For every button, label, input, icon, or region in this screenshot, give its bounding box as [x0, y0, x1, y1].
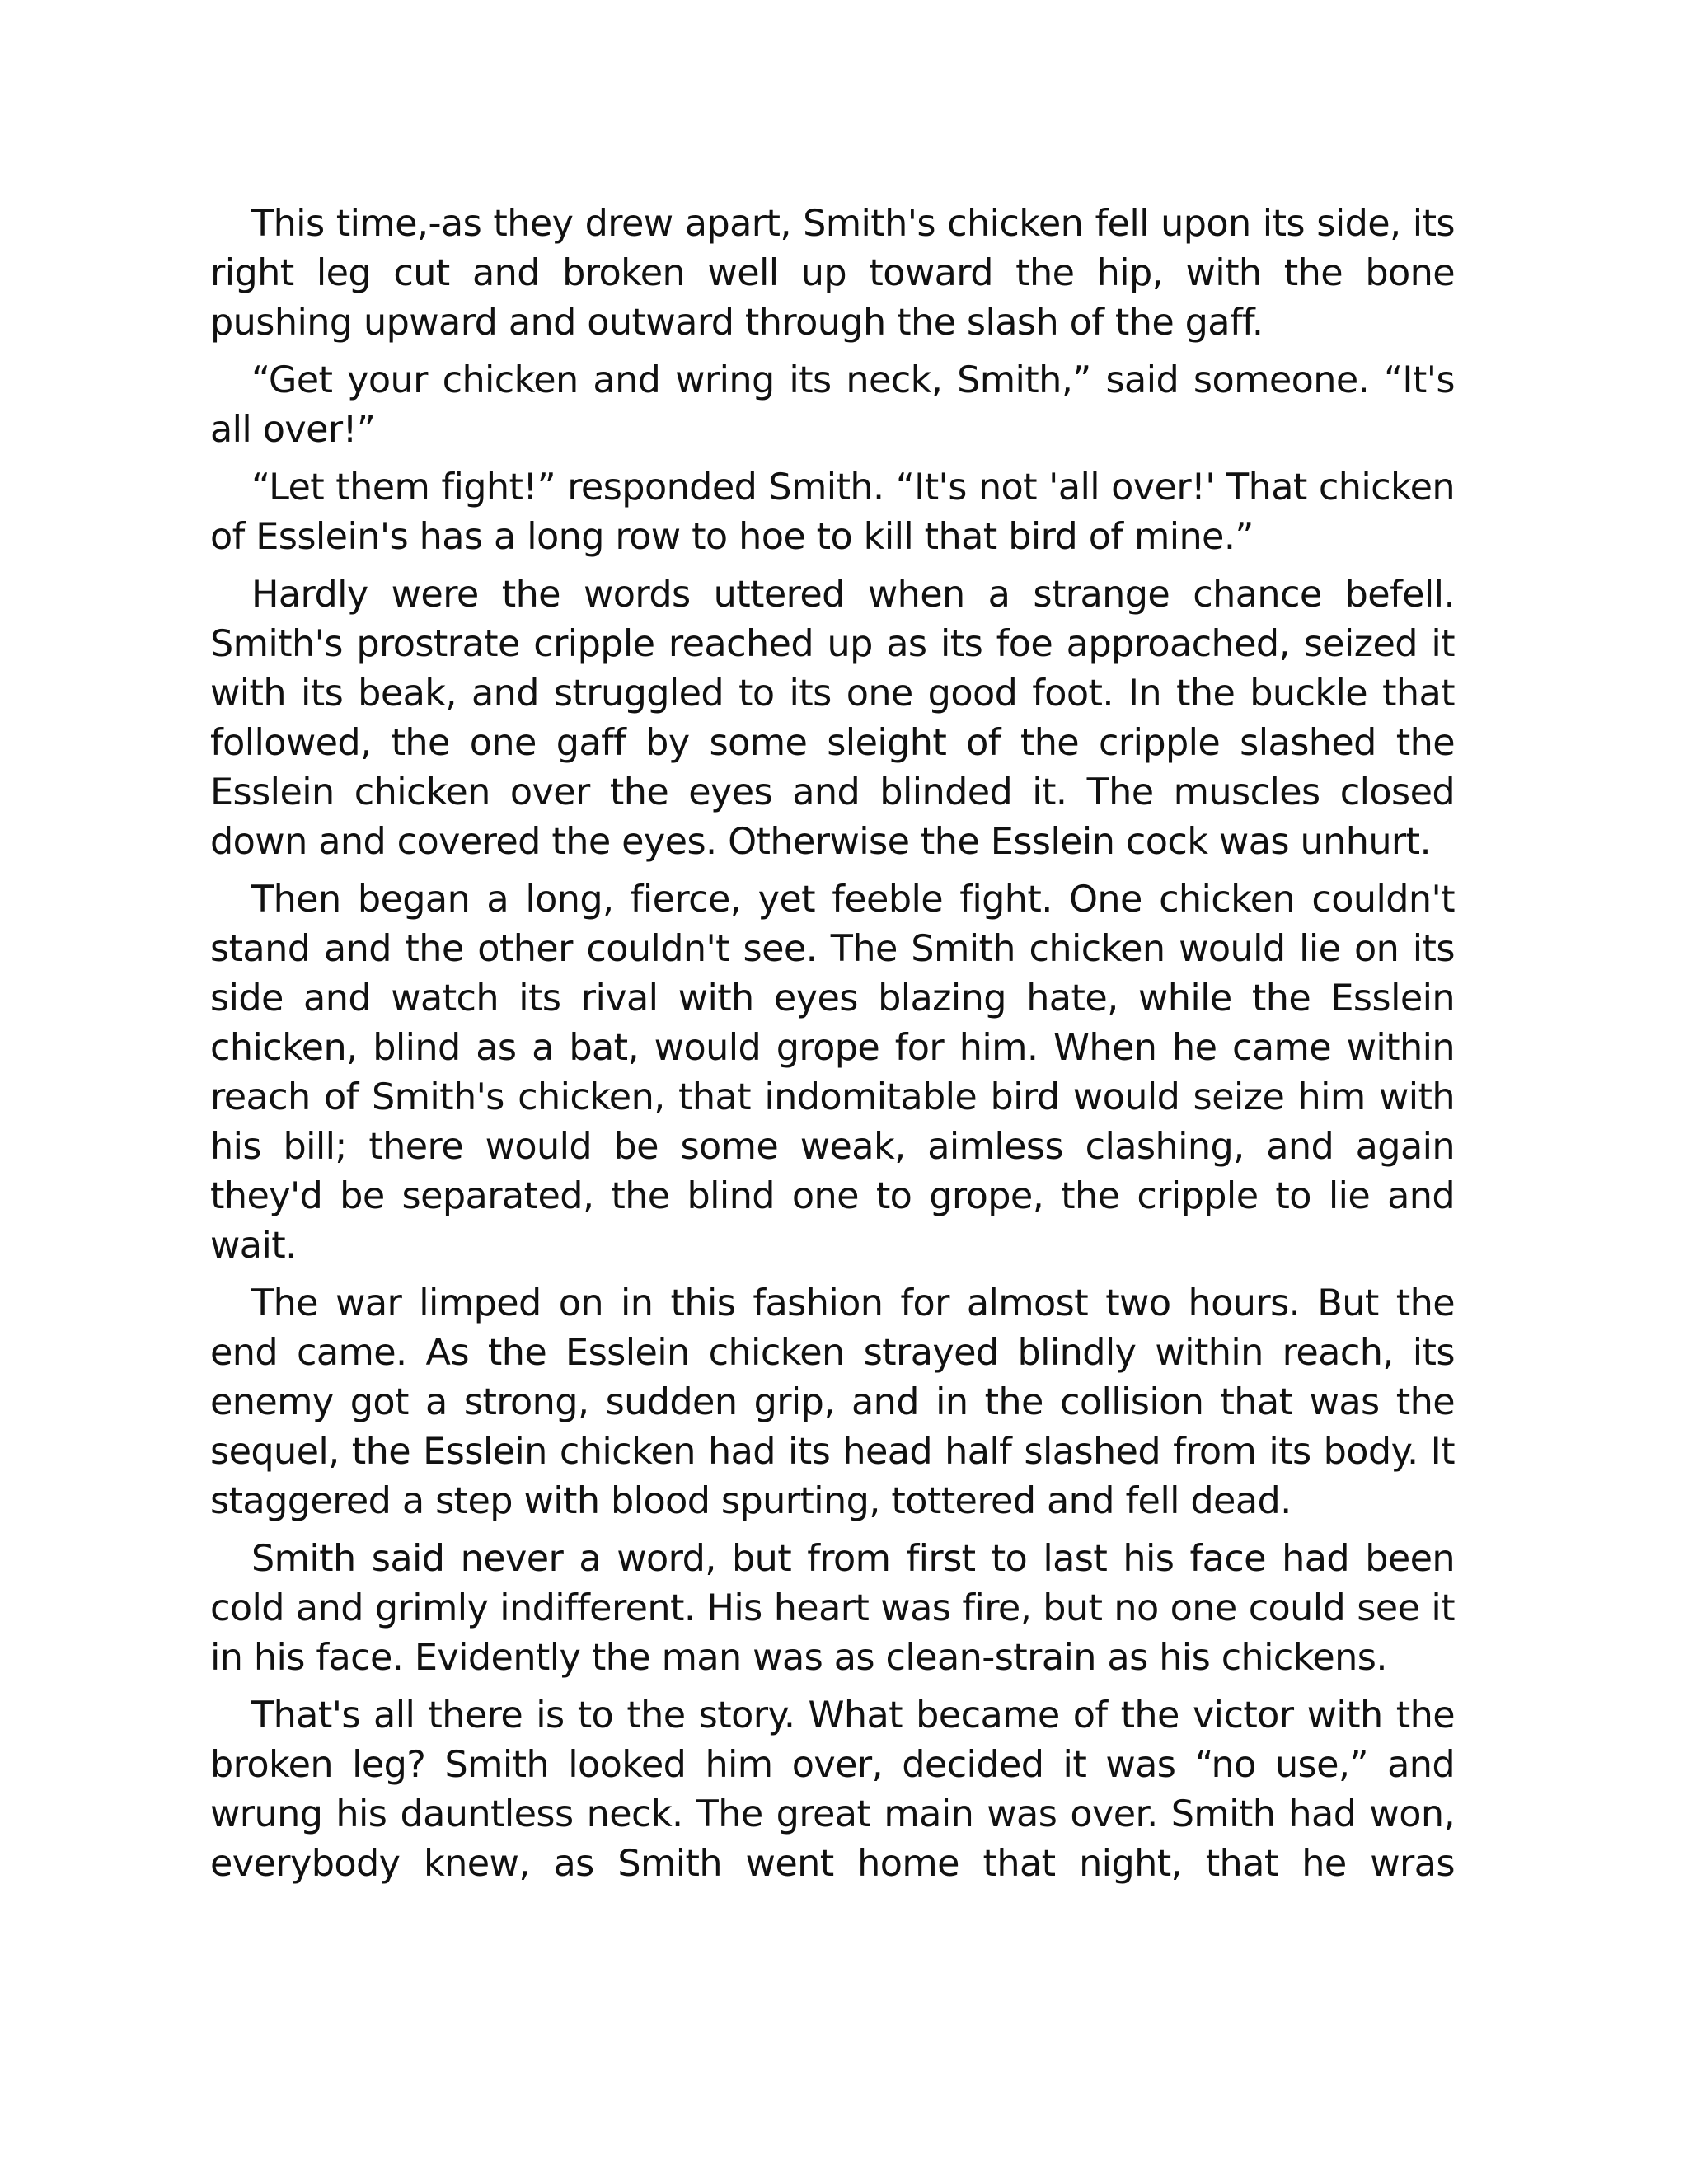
- paragraph-1: This time,-as they drew apart, Smith's chicken fell upon its side, its right leg cut and broken well up toward the hip, with the bone pushing upward and outward through the slash of the gaff.: [210, 203, 1455, 344]
- paragraph-5: Then began a long, fierce, yet feeble fight. One chicken couldn't stand and the other couldn't see. The Smith chicken would lie on its side and watch its rival with eyes blazing hate, while the Esslein chicken, blind as a bat, would grope for him. When he came within reach of Smith's chicken, that indomitable bird would seize him with his bill; there would be some weak, aimless clashing, and again they'd be separated, the blind one to grope, the cripple to lie and wait.: [210, 879, 1455, 1267]
- paragraph-2: “Get your chicken and wring its neck, Smith,” said someone. “It's all over!”: [210, 359, 1455, 451]
- paragraph-7: Smith said never a word, but from first to last his face had been cold and grimly indifferent. His heart was fire, but no one could see it in his face. Evidently the man was as clean-strain as his chickens.: [210, 1538, 1455, 1679]
- document-page: [210, 199, 1455, 1897]
- paragraph-3: “Let them fight!” responded Smith. “It's not 'all over!' That chicken of Esslein's has a long row to hoe to kill that bird of mine.”: [210, 466, 1455, 558]
- paragraph-8: That's all there is to the story. What became of the victor with the broken leg? Smith looked him over, decided it was “no use,” and wrung his dauntless neck. The great main was over. Smith had won, everybody knew, as Smith went home that night, that he wras: [210, 1694, 1455, 1885]
- paragraph-6: The war limped on in this fashion for almost two hours. But the end came. As the Esslein chicken strayed blindly within reach, its enemy got a strong, sudden grip, and in the collision that was the sequel, the Esslein chicken had its head half slashed from its body. It staggered a step with blood spurting, tottered and fell dead.: [210, 1282, 1455, 1522]
- paragraph-4: Hardly were the words uttered when a strange chance befell. Smith's prostrate cripple reached up as its foe approached, seized it with its beak, and struggled to its one good foot. In the buckle that followed, the one gaff by some sleight of the cripple slashed the Esslein chicken over the eyes and blinded it. The muscles closed down and covered the eyes. Otherwise the Esslein cock was unhurt.: [210, 574, 1455, 863]
